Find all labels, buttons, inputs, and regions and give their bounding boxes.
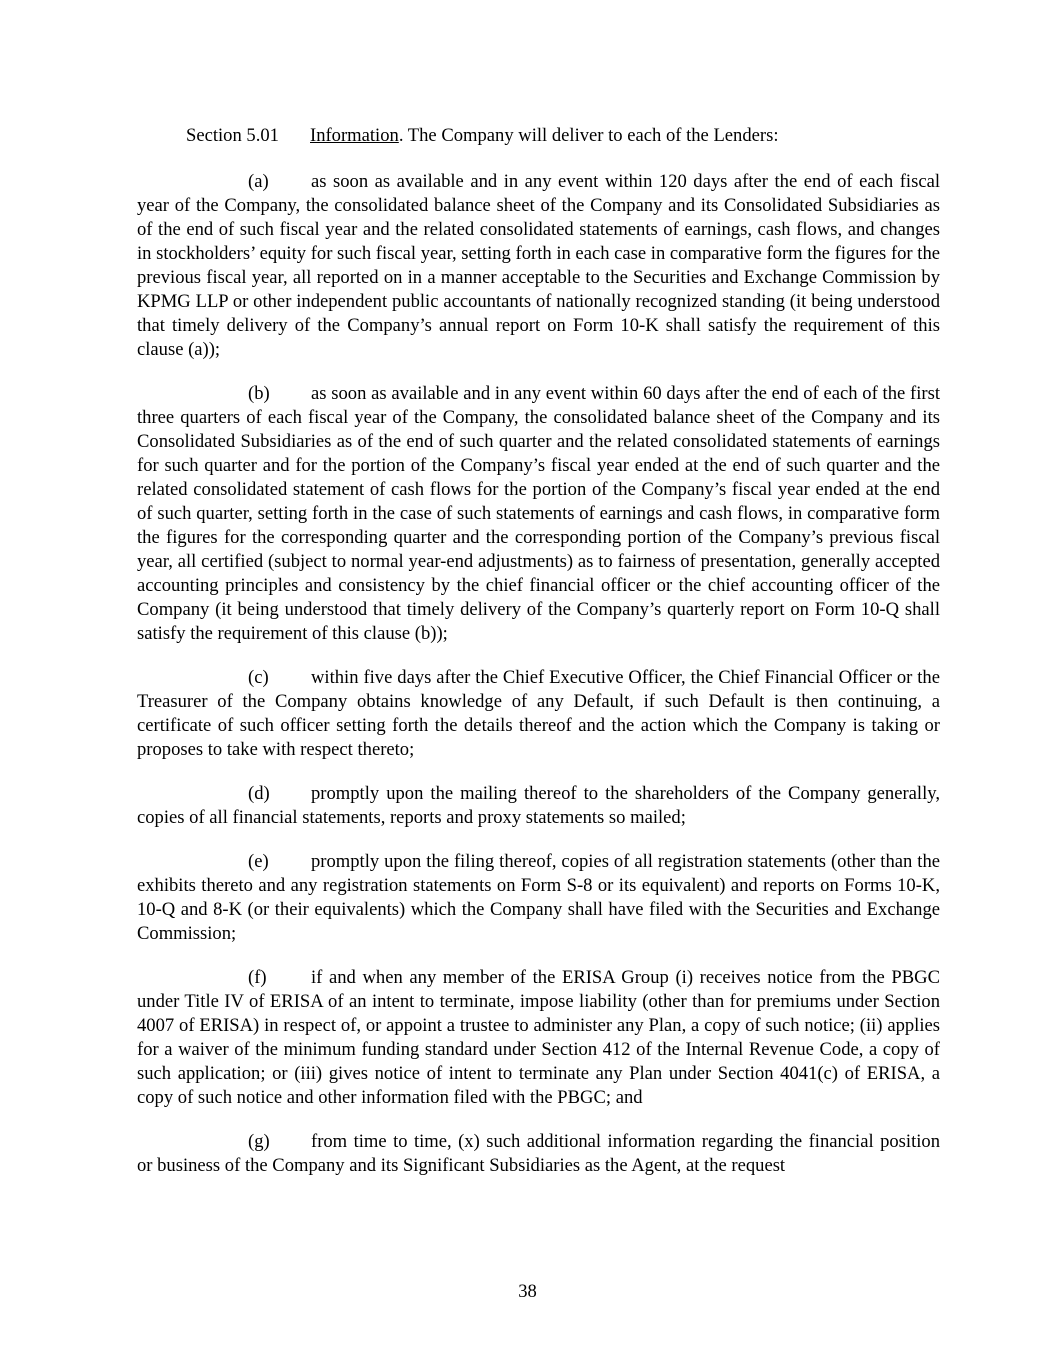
clause-text: within five days after the Chief Executive Officer, the Chief Financial Officer or the Treasurer of the Company obtains knowledge of any Default, if such Default is then continuing, a certificate of such officer setting forth the details thereof and the action which the Company is taking or proposes to take with respect thereto; [137, 667, 940, 760]
clause-text: promptly upon the mailing thereof to the shareholders of the Company generally, copies of all financial statements, reports and proxy statements so mailed; [137, 783, 940, 828]
clause-text: if and when any member of the ERISA Group (i) receives notice from the PBGC under Title IV of ERISA of an intent to terminate, impose liability (other than for premiums under Section 4007 of ERISA) in respect of, or appoint a trustee to administer any Plan, a copy of such notice; (ii) applies for a waiver of the minimum funding standard under Section 412 of the Internal Revenue Code, a copy of such application; or (iii) gives notice of intent to terminate any Plan under Section 4041(c) of ERISA, a copy of such notice and other information filed with the PBGC; and [137, 967, 940, 1108]
clause-text: promptly upon the filing thereof, copies of all registration statements (other than the exhibits thereto and any registration statements on Form S-8 or its equivalent) and reports on Forms 10-K, 10-Q and 8-K (or their equivalents) which the Company shall have filed with the Securities and Exchange Commission; [137, 851, 940, 944]
clause-e [137, 850, 940, 946]
clause-label: (f) [248, 967, 267, 988]
clause-f [137, 966, 940, 1110]
clause-label: (b) [248, 383, 270, 404]
clause-d [137, 782, 940, 830]
clause-a [137, 170, 940, 362]
section-intro: . The Company will deliver to each of the Lenders: [398, 125, 779, 146]
clause-text: as soon as available and in any event within 120 days after the end of each fiscal year of the Company, the consolidated balance sheet of the Company and its Consolidated Subsidiaries as of the end of such fiscal year and the related consolidated statements of earnings, cash flows, and changes in stockholders’ equity for such fiscal year, setting forth in each case in comparative form the figures for the previous fiscal year, all reported on in a manner acceptable to the Securities and Exchange Commission by KPMG LLP or other independent public accountants of nationally recognized standing (it being understood that timely delivery of the Company’s annual report on Form 10-K shall satisfy the requirement of this clause (a)); [137, 171, 940, 360]
clause-label: (g) [248, 1131, 270, 1152]
clause-g [137, 1130, 940, 1178]
section-title: Information [310, 125, 399, 146]
page-content [137, 124, 940, 1198]
section-heading [137, 124, 940, 148]
clause-c [137, 666, 940, 762]
clause-text: as soon as available and in any event within 60 days after the end of each of the first three quarters of each fiscal year of the Company, the consolidated balance sheet of the Company and its Consolidated Subsidiaries as of the end of such quarter and the related consolidated statements of earnings for such quarter and for the portion of the Company’s fiscal year ended at the end of such quarter and the related consolidated statement of cash flows for the portion of the Company’s fiscal year ended at the end of such quarter, setting forth in the case of such statements of earnings and cash flows, in comparative form the figures for the corresponding quarter and the corresponding portion of the Company’s previous fiscal year, all certified (subject to normal year-end adjustments) as to fairness of presentation, generally accepted accounting principles and consistency by the chief financial officer or the chief accounting officer of the Company (it being understood that timely delivery of the Company’s quarterly report on Form 10-Q shall satisfy the requirement of this clause (b)); [137, 383, 940, 644]
clause-label: (a) [248, 171, 269, 192]
section-number: Section 5.01 [186, 125, 279, 146]
clause-label: (d) [248, 783, 270, 804]
clause-b [137, 382, 940, 646]
clause-label: (e) [248, 851, 269, 872]
page-number: 38 [518, 1281, 537, 1302]
clause-text: from time to time, (x) such additional information regarding the financial position or business of the Company and its Significant Subsidiaries as the Agent, at the request [137, 1131, 940, 1176]
clause-label: (c) [248, 667, 269, 688]
